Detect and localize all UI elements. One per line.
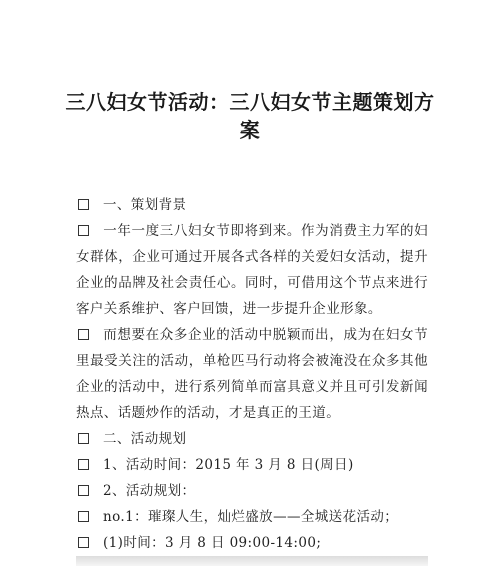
bullet-box-icon xyxy=(78,459,89,470)
document-body xyxy=(76,192,428,556)
paragraph-background-2 xyxy=(76,322,428,426)
paragraph-text: 1、活动时间：2015 年 3 月 8 日(周日) xyxy=(103,457,354,473)
activity-no1-time-item xyxy=(76,530,428,556)
bullet-box-icon xyxy=(78,511,89,522)
paragraph-background-1 xyxy=(76,218,428,322)
bullet-box-icon xyxy=(78,225,89,236)
bullet-box-icon xyxy=(78,485,89,496)
activity-no1-item xyxy=(76,504,428,530)
paragraph-text: 一、策划背景 xyxy=(103,197,187,213)
paragraph-text: 一年一度三八妇女节即将到来。作为消费主力军的妇女群体，企业可通过开展各式各样的关爱妇女活动，提升企业的品牌及社会责任心。同时，可借用这个节点来进行客户关系维护、客户回馈，进一步提升企业形象。 xyxy=(76,223,428,317)
bullet-box-icon xyxy=(78,433,89,444)
paragraph-text: 2、活动规划： xyxy=(103,483,196,499)
paragraph-text: (1)时间：3 月 8 日 09:00-14:00; xyxy=(103,535,322,551)
paragraph-text: 二、活动规划 xyxy=(103,431,187,447)
paragraph-text: no.1：璀璨人生，灿烂盛放——全城送花活动； xyxy=(103,509,399,525)
activity-plan-item xyxy=(76,478,428,504)
cutoff-next-line xyxy=(76,556,428,566)
paragraph-text: 而想要在众多企业的活动中脱颖而出，成为在妇女节里最受关注的活动，单枪匹马行动将会被淹没在众多其他企业的活动中，进行系列简单而富具意义并且可引发新闻热点、话题炒作的活动，才是真正的王道。 xyxy=(76,327,428,421)
bullet-box-icon xyxy=(78,199,89,210)
bullet-box-icon xyxy=(78,537,89,548)
document-title: 三八妇女节活动：三八妇女节主题策划方案 xyxy=(65,90,435,142)
activity-time-item xyxy=(76,452,428,478)
section-heading-planning xyxy=(76,426,428,452)
bullet-box-icon xyxy=(78,329,89,340)
section-heading-background xyxy=(76,192,428,218)
